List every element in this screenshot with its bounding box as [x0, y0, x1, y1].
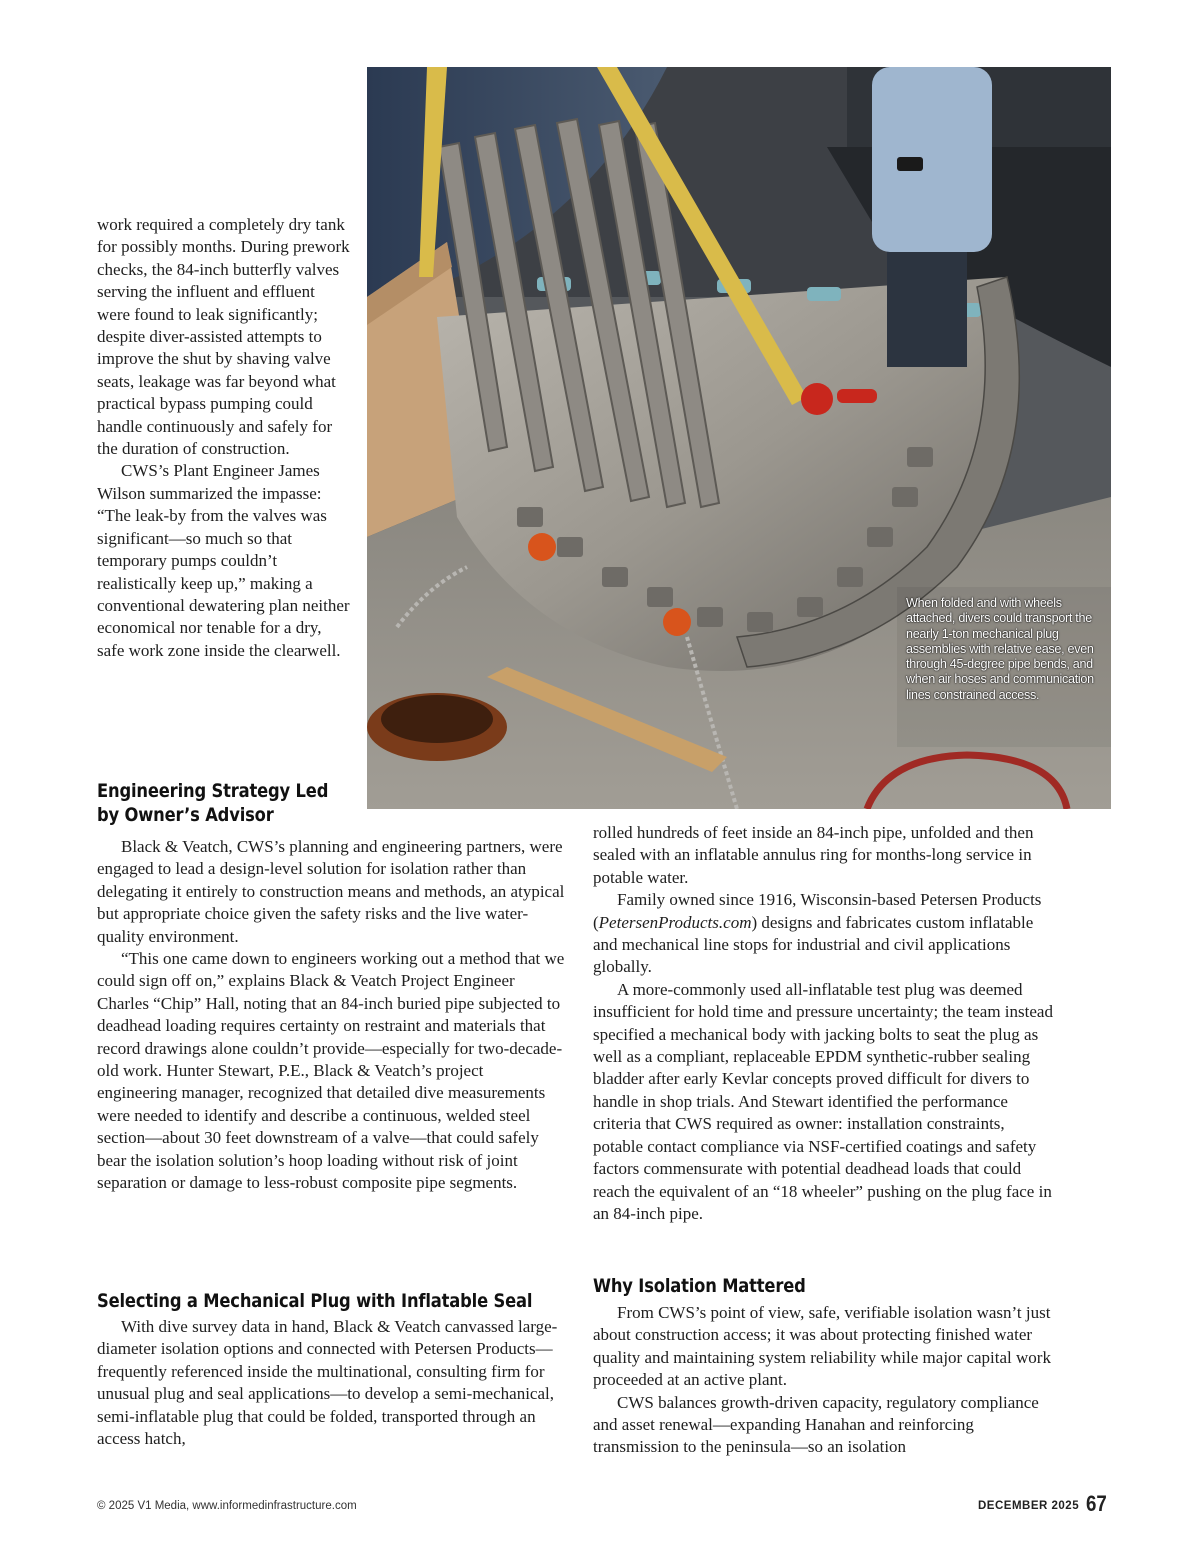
photo-caption: When folded and with wheels attached, divers could transport the nearly 1-ton mechanical plug assemblies with relative ease, even through 45-degree pipe bends, and when air hoses and communication lines constrained access. [906, 596, 1094, 702]
body-paragraph: From CWS’s point of view, safe, verifiable isolation wasn’t just about construction access; it was about protecting finished water quality and maintaining system reliability while major capital work proceeded at an active plant. [593, 1303, 1051, 1390]
intro-paragraph: CWS’s Plant Engineer James Wilson summarized the impasse: “The leak-by from the valves was significant—so much so that temporary pumps couldn’t realistically keep up,” making a conventional dewatering plan neither economical nor tenable for a dry, safe work zone inside the clearwell. [97, 461, 350, 660]
heading-line: Engineering Strategy Led [97, 780, 329, 802]
body-paragraph: rolled hundreds of feet inside an 84-inch pipe, unfolded and then sealed with an inflatable annulus ring for months-long service in potable water. [593, 823, 1034, 887]
body-paragraph: With dive survey data in hand, Black & Veatch canvassed large-diameter isolation options and connected with Petersen Products—frequently referenced inside the multinational, consulting firm for unusual plug and seal applications—to develop a semi-mechanical, semi-inflatable plug that could be folded, transported through an access hatch, [97, 1317, 558, 1449]
right-column-text [593, 822, 1053, 1225]
body-paragraph: Black & Veatch, CWS’s planning and engineering partners, were engaged to lead a design-level solution for isolation rather than delegating it entirely to construction means and methods, an atypical but appropriate choice given the safety risks and the live water-quality environment. [97, 837, 565, 946]
text-span: Family owned since 1916, Wisconsin-based Petersen Products ( [593, 890, 1042, 932]
body-paragraph [593, 889, 1053, 979]
body-paragraph: “This one came down to engineers working out a method that we could sign off on,” explains Black & Veatch Project Engineer Charles “Chip” Hall, noting that an 84-inch buried pipe subjected to deadhead loading requires certainty on restraint and materials that record drawings alone couldn’t provide—especially for two-decade-old work. Hunter Stewart, P.E., Black & Veatch’s project engineering manager, recognized that detailed dive measurements were needed to identify and describe a continuous, welded steel section—about 30 feet downstream of a valve—that could safely bear the isolation solution’s hoop loading without risk of joint separation or damage to less-robust composite pipe segments. [97, 949, 565, 1193]
page-number: 67 [1086, 1491, 1107, 1516]
body-paragraph: A more-commonly used all-inflatable test plug was deemed insufficient for hold time and pressure uncertainty; the team instead specified a mechanical body with jacking bolts to seat the plug as well as a compliant, replaceable EPDM synthetic-rubber sealing bladder after early Kevlar concepts proved difficult for divers to handle in shop trials. And Stewart identified the performance criteria that CWS required as owner: installation constraints, potable contact compliance via NSF-certified coatings and safety factors commensurate with potential deadhead loads that could reach the equivalent of an “18 wheeler” pushing on the plug face in an 84-inch pipe. [593, 979, 1053, 1223]
engineering-strategy-text [97, 836, 567, 1195]
footer-copyright: © 2025 V1 Media, www.informedinfrastructure.com [97, 1500, 357, 1512]
body-paragraph: CWS balances growth-driven capacity, regulatory compliance and asset renewal—expanding Hanahan and reinforcing transmission to the peninsula—so an isolation [593, 1392, 1039, 1457]
footer-issue-date: DECEMBER 2025 [978, 1500, 1080, 1512]
heading-line: by Owner’s Advisor [97, 804, 274, 826]
website-link[interactable]: PetersenProducts.com [598, 912, 752, 932]
intro-text [97, 214, 352, 662]
heading-selecting-plug: Selecting a Mechanical Plug with Inflatable Seal [97, 1290, 533, 1312]
heading-why-isolation: Why Isolation Mattered [593, 1275, 806, 1297]
text-span: ) designs and fabricates custom inflatable and mechanical line stops for industrial and civil applications globally. [593, 912, 1034, 977]
heading-engineering-strategy [97, 779, 328, 827]
why-isolation-text [593, 1302, 1053, 1459]
intro-paragraph: work required a completely dry tank for possibly months. During prework checks, the 84-inch butterfly valves serving the influent and effluent were found to leak significantly; despite diver-assisted attempts to improve the shut by shaving valve seats, leakage was far beyond what practical bypass pumping could handle continuously and safely for the duration of construction. [97, 215, 350, 459]
selecting-plug-text [97, 1316, 567, 1450]
